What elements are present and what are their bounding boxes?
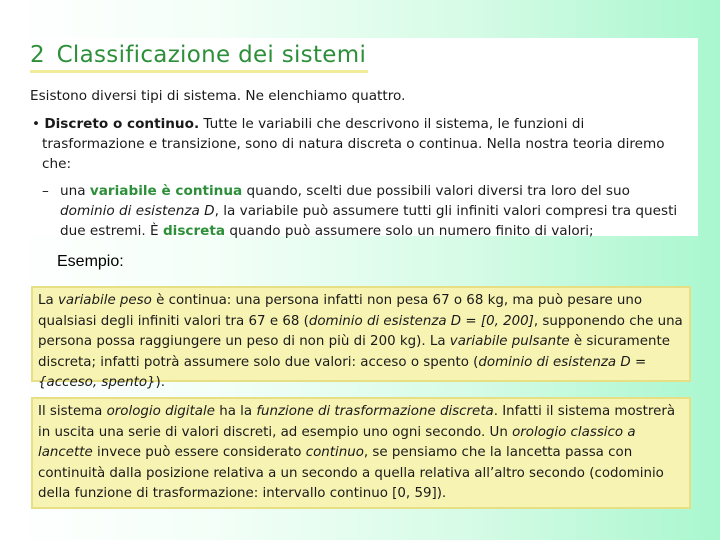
example-box-clock (31, 397, 691, 509)
bullet-text: Tutte le variabili che descrivono il sistema, le funzioni di trasformazione e transizione, sono di natura discreta o continua. Nella nostra teoria diremo che: (42, 116, 665, 172)
bullet-heading: Discreto o continuo. (44, 116, 200, 132)
example-italic: dominio di esistenza D = [0, 200] (308, 313, 534, 329)
example-italic: orologio digitale (106, 404, 215, 419)
definition-text: quando può assumere solo un numero finito di valori; (225, 223, 594, 239)
example-text: La (38, 293, 58, 308)
definition-text: , la variabile può assumere tutti gli infiniti valori compresi tra questi due estremi. È (60, 203, 678, 239)
term-continuous: variabile è continua (89, 183, 243, 199)
example-text: . Infatti il sistema mostrerà in uscita una serie di valori discreti, ad esempio uno ogni secondo. Un (38, 404, 676, 440)
section-number: 2 (30, 42, 45, 68)
definition-text: quando, scelti due possibili valori diversi tra loro del suo (242, 183, 630, 199)
definition-item (42, 181, 684, 241)
example-italic: continuo (305, 445, 364, 460)
example-text: ha la (214, 404, 257, 419)
example-paragraph (38, 291, 683, 394)
example-text: , supponendo che una persona possa raggiungere un peso di non più di 200 kg). La (38, 313, 683, 349)
example-text: , se pensiamo che la lancetta passa con continuità dalla posizione relativa a un secondo a quella relativa all’altro secondo (codominio della funzione di trasformazione: intervallo continuo [0, 59]). (38, 445, 664, 501)
term-domain: dominio di esistenza D (60, 203, 215, 219)
bullet-discrete-continuous (30, 114, 684, 174)
definition-text: una (60, 183, 90, 199)
example-label: Esempio: (57, 253, 124, 270)
example-italic: funzione di trasformazione discreta (256, 404, 494, 419)
dash-marker: – (42, 183, 49, 199)
textbook-excerpt (22, 38, 698, 239)
example-italic: dominio di esistenza D = {acceso, spento} (38, 354, 647, 390)
example-box-weight (31, 286, 691, 390)
example-text: è continua: una persona infatti non pesa 67 o 68 kg, ma può pesare uno qualsiasi degli infiniti valori tra 67 e 68 ( (38, 293, 643, 329)
example-italic: variabile peso (57, 293, 152, 308)
example-italic: variabile pulsante (449, 334, 570, 349)
example-text: ). (155, 375, 166, 390)
section-title-text: Classificazione dei sistemi (56, 42, 367, 68)
bullet-marker: • (32, 116, 41, 132)
example-text: invece può essere considerato (92, 445, 306, 460)
section-title (30, 42, 368, 73)
example-paragraph (38, 402, 683, 505)
term-discrete: discreta (162, 223, 226, 239)
example-text: Il sistema (38, 404, 107, 419)
example-text: è sicuramente discreta; infatti potrà assumere solo due valori: acceso o spento ( (38, 334, 670, 370)
example-italic: orologio classico a lancette (38, 424, 636, 460)
intro-text: Esistono diversi tipi di sistema. Ne elenchiamo quattro. (30, 88, 406, 104)
